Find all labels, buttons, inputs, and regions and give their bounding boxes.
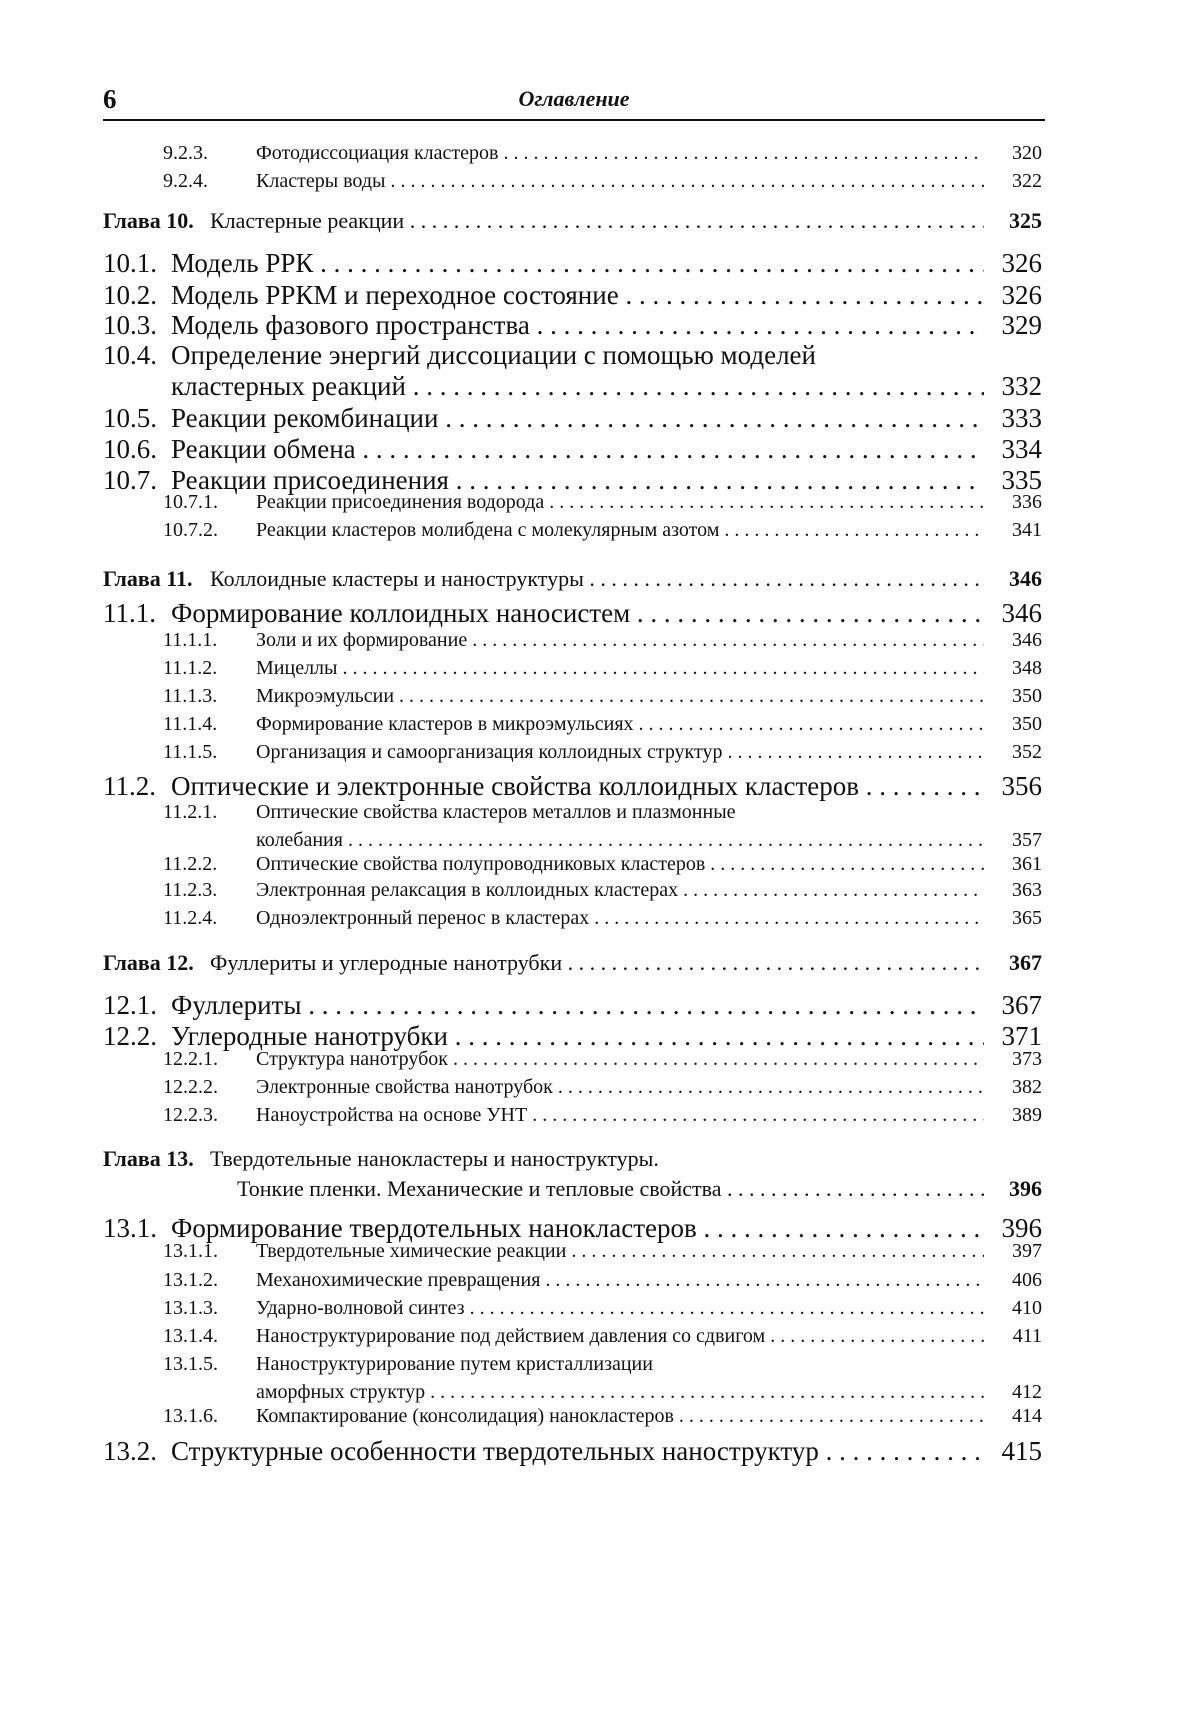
dot-leader: . . . . . . . . . . . . . . . . . . . . . . . . . . . . . . . . . . . . . . . . . — [566, 1240, 984, 1262]
toc-entry-number: 13.1.6. — [163, 1405, 218, 1428]
toc-entry-title: кластерных реакций — [171, 371, 406, 401]
toc-entry-title: Механохимические превращения — [256, 1269, 540, 1291]
toc-entry-page: 352 — [1012, 741, 1042, 764]
toc-entry-title: Модель РРКМ и переходное состояние — [171, 280, 619, 310]
toc-entry-page: 322 — [1012, 170, 1042, 193]
toc-entry-title: Формирование кластеров в микроэмульсиях — [256, 713, 634, 735]
toc-entry-page: 333 — [1002, 403, 1043, 434]
dot-leader: . . . . . . . . . . . . . . . . . . . . . . . . . . . . . . . . . . . . . . . . . . . . . — [527, 1104, 984, 1126]
table-of-contents — [0, 0, 1200, 1726]
toc-entry-title: Мицеллы — [256, 657, 337, 679]
toc-entry-title: Формирование коллоидных наносистем — [171, 598, 630, 628]
toc-entry-number: 11.2. — [103, 771, 156, 802]
toc-entry-title: Углеродные нанотрубки — [171, 1021, 448, 1051]
toc-entry-number: 12.2.2. — [163, 1076, 218, 1099]
dot-leader: . . . . . . . . . . . . . . . . . . . . . . . . . . . . . . . . . . . . . . . . . . . . . . . . . . . . . . . . . . . — [385, 170, 984, 192]
toc-entry-page: 356 — [1002, 771, 1043, 802]
toc-entry-title: Тонкие пленки. Механические и тепловые свойства — [237, 1176, 722, 1201]
toc-entry-title: Электронные свойства нанотрубок — [256, 1076, 553, 1098]
toc-entry-title: Твердотельные нанокластеры и наноструктуры. — [210, 1146, 659, 1172]
toc-entry-title: Ударно-волновой синтез — [256, 1297, 465, 1319]
toc-entry-title: аморфных структур — [256, 1381, 425, 1403]
toc-entry-number: 10.4. — [103, 340, 157, 371]
toc-entry-title: Фуллериты — [171, 990, 301, 1020]
dot-leader: . . . . . . . . . . . . . . . . . . . . . . . . . . . . . . . . . . . . . . . . . . . . . . . . — [498, 142, 984, 164]
toc-entry-title: Оптические свойства кластеров металлов и плазмонные — [256, 801, 736, 824]
toc-entry-page: 320 — [1012, 142, 1042, 165]
dot-leader: . . . . . . . . . . . . . . . . . . . . . . . . . . . . . . . . . . . . . . . . — [438, 403, 984, 433]
toc-entry-page: 382 — [1012, 1076, 1042, 1099]
dot-leader: . . . . . . . . . . . . . . . . . . . . . — [697, 1213, 984, 1243]
toc-entry-title: колебания — [256, 829, 343, 851]
toc-entry-title: Наноструктурирование путем кристаллизации — [256, 1353, 653, 1376]
toc-entry-number: 9.2.4. — [163, 170, 208, 193]
toc-entry-page: 396 — [1002, 1213, 1043, 1244]
toc-entry-number: 11.2.1. — [163, 801, 217, 824]
toc-entry-page: 361 — [1012, 853, 1042, 876]
toc-entry-page: 411 — [1013, 1325, 1042, 1348]
dot-leader: . . . . . . . . . . . . . . . . . . . . . . . . . . . . . . . . . . . . . . . — [448, 1021, 984, 1051]
toc-entry-number: 10.7.2. — [163, 519, 218, 542]
toc-entry-number: 10.6. — [103, 434, 157, 465]
toc-entry-title: Фотодиссоциация кластеров — [256, 142, 498, 164]
toc-entry-number: 13.1.1. — [163, 1240, 218, 1263]
dot-leader: . . . . . . . . . . . . . . . . . . . . . . . . . . . . . . . . . . . . . . . . . . . . . . . . . . . . . . . — [425, 1381, 984, 1403]
toc-entry-title: Формирование твердотельных нанокластеров — [171, 1213, 697, 1243]
toc-entry-page: 346 — [1002, 598, 1043, 629]
toc-entry-title: Электронная релаксация в коллоидных кластерах — [256, 879, 678, 901]
toc-entry-number: 12.1. — [103, 990, 157, 1021]
toc-entry-number: 10.2. — [103, 280, 157, 311]
toc-entry-page: 415 — [1002, 1436, 1043, 1467]
toc-entry-page: 365 — [1012, 907, 1042, 930]
toc-entry-title: Реакции присоединения — [171, 465, 449, 495]
toc-entry-page: 412 — [1012, 1381, 1042, 1404]
toc-entry-page: 346 — [1009, 566, 1042, 592]
toc-entry-title: Оптические свойства полупроводниковых кластеров — [256, 853, 705, 875]
toc-entry-page: 350 — [1012, 685, 1042, 708]
page-number: 6 — [103, 84, 117, 115]
toc-entry-title: Модель РРК — [171, 248, 313, 278]
toc-entry-number: 10.3. — [103, 310, 157, 341]
dot-leader: . . . . . . . . . . . . . . . . . . . . . . . . . . . . . . . . . . . . . . . . . . . . . . . . . . . . . . . . . . . . . . . . — [343, 829, 984, 851]
toc-entry-number: 9.2.3. — [163, 142, 208, 165]
toc-entry-title: Фуллериты и углеродные нанотрубки — [210, 950, 562, 975]
dot-leader: . . . . . . . . . . . . . . . . . . . . . . . . . . . . . . . . . . . . . . . . . . . . . . . . . . . . . . . . . . . — [394, 685, 984, 707]
dot-leader: . . . . . . . . . . . . . . . . . . . . . . . . . . . . . . . . . . . . . . . . . . . . — [544, 491, 984, 513]
toc-entry-number: 13.2. — [103, 1436, 157, 1467]
book-page — [0, 0, 1200, 1726]
toc-entry-number: Глава 10. — [103, 208, 194, 234]
toc-entry-number: 11.1.3. — [163, 685, 217, 708]
dot-leader: . . . . . . . . . . . . . . . . . . . . . . . . . . . . . . — [678, 879, 984, 901]
toc-entry-title: Реакции присоединения водорода — [256, 491, 544, 513]
dot-leader: . . . . . . . . . . . . . . . . . . . . . . . . . . . — [619, 280, 984, 310]
toc-entry-number: 11.2.3. — [163, 879, 217, 902]
toc-entry-title: Коллоидные кластеры и наноструктуры — [210, 566, 584, 591]
toc-entry-number: 10.5. — [103, 403, 157, 434]
toc-entry-page: 410 — [1012, 1297, 1042, 1320]
dot-leader: . . . . . . . . . . . . . . . . . . . . . . . . . . . — [705, 853, 984, 875]
toc-entry-number: Глава 12. — [103, 950, 194, 976]
toc-entry-title: Твердотельные химические реакции — [256, 1240, 566, 1262]
toc-entry-page: 367 — [1002, 990, 1043, 1021]
toc-entry-number: 12.2.1. — [163, 1048, 218, 1071]
toc-entry-title: Реакции кластеров молибдена с молекулярным азотом — [256, 519, 719, 541]
toc-entry-number: 10.7. — [103, 465, 157, 496]
toc-entry-page: 336 — [1012, 491, 1042, 514]
toc-entry-title: Золи и их формирование — [256, 629, 467, 651]
toc-entry-title: Компактирование (консолидация) нанокластеров — [256, 1405, 674, 1427]
dot-leader: . . . . . . . . . . . . . . . . . . . . . . . — [722, 1176, 984, 1201]
toc-entry-page: 335 — [1002, 465, 1043, 496]
toc-entry-title: Структурные особенности твердотельных наноструктур — [171, 1436, 819, 1466]
dot-leader: . . . . . . . . . . . . . . . . . . . . . . . . . . . . . . . . . . . . . . . . . . . . — [540, 1269, 984, 1291]
toc-entry-title: Определение энергий диссоциации с помощью моделей — [171, 340, 816, 371]
toc-entry-number: 11.1. — [103, 598, 156, 629]
toc-entry-title: Кластерные реакции — [210, 208, 404, 233]
dot-leader: . . . . . . . . . . . . . . . . . . . . . . . . . . . . . . . . . . . . . . . — [589, 907, 984, 929]
toc-entry-number: Глава 11. — [103, 566, 193, 592]
toc-entry-number: 10.7.1. — [163, 491, 218, 514]
toc-entry-title: Структура нанотрубок — [256, 1048, 448, 1070]
dot-leader: . . . . . . . . . . . . . . . . . . . . . . . . . . . . . . . . . . . . . . . . . . . . . . . . . . . . — [404, 208, 984, 233]
toc-entry-number: 13.1.4. — [163, 1325, 218, 1348]
dot-leader: . . . . . . . . . . . . — [819, 1436, 984, 1466]
toc-entry-page: 396 — [1009, 1176, 1042, 1202]
toc-entry-page: 329 — [1002, 310, 1043, 341]
toc-entry-page: 414 — [1012, 1405, 1042, 1428]
running-title: Оглавление — [103, 86, 1045, 112]
toc-entry-page: 326 — [1002, 280, 1043, 311]
toc-entry-page: 371 — [1002, 1021, 1043, 1052]
dot-leader: . . . . . . . . . . . . . . . . . . . . . . . . . . — [630, 598, 984, 628]
toc-entry-title: Наноструктурирование под действием давления со сдвигом — [256, 1325, 765, 1347]
toc-entry-number: 11.1.4. — [163, 713, 217, 736]
dot-leader: . . . . . . . . . . . . . . . . . . . . . . . . . . . . . . . . . . . . . . . — [449, 465, 984, 495]
toc-entry-number: Глава 13. — [103, 1146, 194, 1172]
toc-entry-title: Реакции рекомбинации — [171, 403, 438, 433]
dot-leader: . . . . . . . . . . . . . . . . . . . . . . . . . . — [722, 741, 984, 763]
dot-leader: . . . . . . . . . . . . . . . . . . . . . . . . . . . . . . . . . . . . . . . . . . . . . . — [356, 434, 984, 464]
toc-entry-number: 11.1.1. — [163, 629, 217, 652]
dot-leader: . . . . . . . . . . . . . . . . . . . . . . . . . . . . . . . . . . . . . . . . . . . . . . . . . . . . . . . . . . . . . . . . — [337, 657, 984, 679]
toc-entry-title: Оптические и электронные свойства коллоидных кластеров — [171, 771, 859, 801]
dot-leader: . . . . . . . . . . . . . . . . . . . . . . . . . . . . . . . . . . . . . . . . . . . . . . . . . . . . . — [448, 1048, 984, 1070]
toc-entry-title: Наноустройства на основе УНТ — [256, 1104, 527, 1126]
dot-leader: . . . . . . . . . . . . . . . . . . . . . . . . . . — [719, 519, 984, 541]
toc-entry-number: 13.1.3. — [163, 1297, 218, 1320]
dot-leader: . . . . . . . . . . . . . . . . . . . . . — [765, 1325, 984, 1347]
dot-leader: . . . . . . . . . . . . . . . . . . . . . . . . . . . . . . . . . . . . . . . . . . . — [553, 1076, 984, 1098]
toc-entry-page: 367 — [1009, 950, 1042, 976]
toc-entry-number: 11.1.5. — [163, 741, 217, 764]
dot-leader: . . . . . . . . . . . . . . . . . . . . . . . . . . . . . . . . . . . . . . . . . . . . . . . . . . . — [467, 629, 984, 651]
dot-leader: . . . . . . . . . . . . . . . . . . . . . . . . . . . . . . . . . . . . . . . . . . — [406, 371, 984, 401]
toc-entry-number: 11.2.4. — [163, 907, 217, 930]
toc-entry-page: 332 — [1002, 371, 1043, 402]
toc-entry-number: 13.1. — [103, 1213, 157, 1244]
toc-entry-number: 13.1.5. — [163, 1353, 218, 1376]
toc-entry-page: 363 — [1012, 879, 1042, 902]
toc-entry-title: Микроэмульсии — [256, 685, 394, 707]
dot-leader: . . . . . . . . . . . . . . . . . . . . . . . . . . . . . . . . . . . — [634, 713, 984, 735]
toc-entry-page: 373 — [1012, 1048, 1042, 1071]
toc-entry-number: 12.2. — [103, 1021, 157, 1052]
toc-entry-number: 13.1.2. — [163, 1269, 218, 1292]
dot-leader: . . . . . . . . . . . . . . . . . . . . . . . . . . . . . . . . . . . . . . . . . . . . . . . . . . . — [465, 1297, 984, 1319]
dot-leader: . . . . . . . . . . . . . . . . . . . . . . . . . . . . . . . . . — [530, 310, 984, 340]
toc-entry-title: Реакции обмена — [171, 434, 356, 464]
toc-entry-page: 326 — [1002, 248, 1043, 279]
dot-leader: . . . . . . . . . . . . . . . . . . . . . . . . . . . . . . . . . . . . . . . . . . . . . . . . . — [313, 248, 984, 278]
toc-entry-page: 334 — [1002, 434, 1043, 465]
toc-entry-page: 325 — [1009, 208, 1042, 234]
dot-leader: . . . . . . . . . . . . . . . . . . . . . . . . . . . . . . . . . . . . — [584, 566, 984, 591]
toc-entry-title: Одноэлектронный перенос в кластерах — [256, 907, 589, 929]
toc-entry-title: Организация и самоорганизация коллоидных структур — [256, 741, 722, 763]
toc-entry-page: 397 — [1012, 1240, 1042, 1263]
toc-entry-title: Модель фазового пространства — [171, 310, 530, 340]
toc-entry-number: 12.2.3. — [163, 1104, 218, 1127]
dot-leader: . . . . . . . . . . . . . . . . . . . . . . . . . . . . . . . — [674, 1405, 984, 1427]
toc-entry-number: 10.1. — [103, 248, 157, 279]
toc-entry-page: 346 — [1012, 629, 1042, 652]
toc-entry-title: Кластеры воды — [256, 170, 385, 192]
toc-entry-page: 406 — [1012, 1269, 1042, 1292]
toc-entry-page: 348 — [1012, 657, 1042, 680]
dot-leader: . . . . . . . . . — [859, 771, 984, 801]
toc-entry-number: 11.1.2. — [163, 657, 217, 680]
dot-leader: . . . . . . . . . . . . . . . . . . . . . . . . . . . . . . . . . . . . . . — [562, 950, 984, 975]
toc-entry-page: 350 — [1012, 713, 1042, 736]
toc-entry-page: 389 — [1012, 1104, 1042, 1127]
toc-entry-page: 357 — [1012, 829, 1042, 852]
toc-entry-number: 11.2.2. — [163, 853, 217, 876]
dot-leader: . . . . . . . . . . . . . . . . . . . . . . . . . . . . . . . . . . . . . . . . . . . . . . . . . . — [301, 990, 984, 1020]
toc-entry-page: 341 — [1012, 519, 1042, 542]
